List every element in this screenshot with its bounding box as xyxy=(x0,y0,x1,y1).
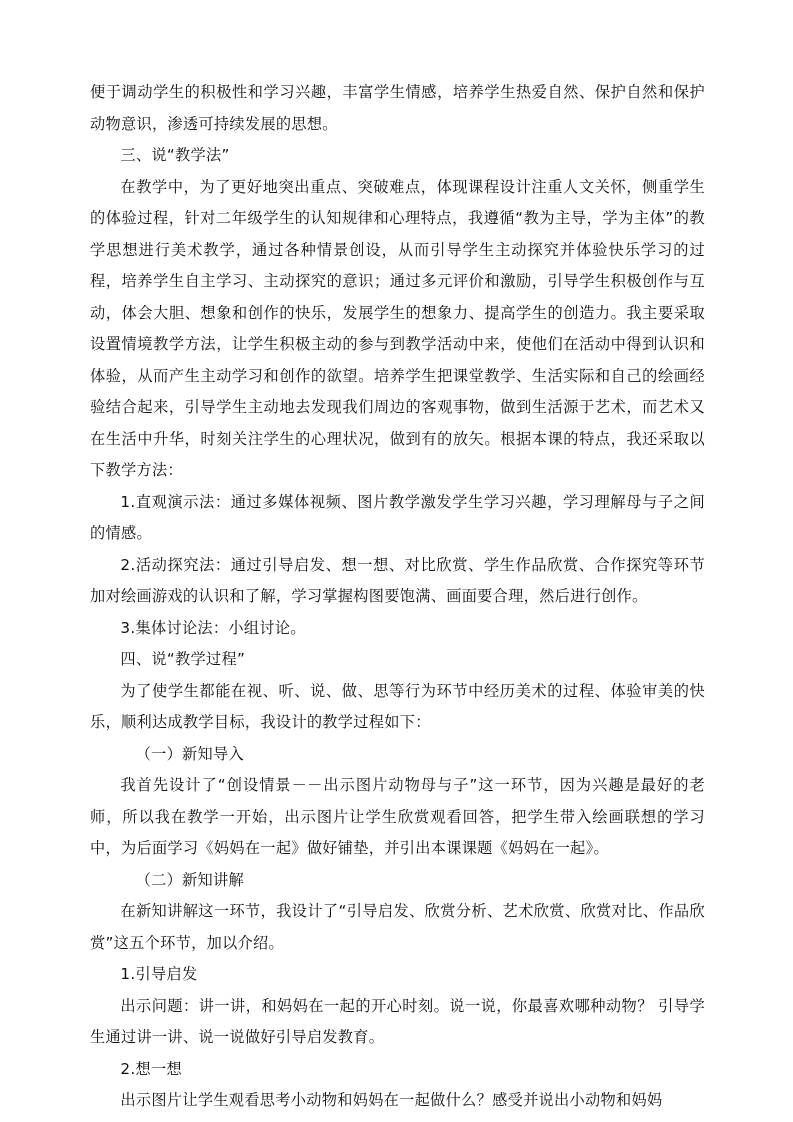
paragraph-new-knowledge-intro: 我首先设计了“创设情景－－出示图片动物母与子”这一环节，因为兴趣是最好的老师，所以我在教学一开始，出示图片让学生欣赏观看回答，把学生带入绘画联想的学习中，为后面学习《妈妈在一起》做好铺垫，并引出本课课题《妈妈在一起》。 xyxy=(90,776,705,857)
document-body xyxy=(90,77,705,1117)
list-item-method-3: 3.集体讨论法：小组讨论。 xyxy=(120,618,306,637)
section-heading-teaching-process: 四、说“教学过程” xyxy=(120,650,246,668)
paragraph-continuation: 便于调动学生的积极性和学习兴趣，丰富学生情感，培养学生热爱自然、保护自然和保护动物意识，渗透可持续发展的思想。 xyxy=(90,83,705,133)
paragraph-guidance: 出示问题：讲一讲，和妈妈在一起的开心时刻。说一说，你最喜欢哪种动物？ 引导学生通过讲一讲、说一说做好引导启发教育。 xyxy=(90,996,705,1046)
subheading-new-knowledge-intro: （一）新知导入 xyxy=(135,744,245,763)
paragraph-teaching-methods: 在教学中，为了更好地突出重点、突破难点，体现课程设计注重人文关怀，侧重学生的体验过程，针对二年级学生的认知规律和心理特点，我遵循“教为主导，学为主体”的教学思想进行美术教学，通过各种情景创设，从而引导学生主动探究并体验快乐学习的过程，培养学生自主学习、主动探究的意识；通过多元评价和激励，引导学生积极创作与互动，体会大胆、想象和创作的快乐，发展学生的想象力、提高学生的创造力。我主要采取设置情境教学方法，让学生积极主动的参与到教学活动中来，使他们在活动中得到认识和体验，从而产生主动学习和创作的欲望。培养学生把课堂教学、生活实际和自己的绘画经验结合起来，引导学生主动地去发现我们周边的客观事物，做到生活源于艺术，而艺术又在生活中升华，时刻关注学生的心理状况，做到有的放矢。根据本课的特点，我还采取以下教学方法： xyxy=(90,177,705,479)
section-heading-teaching-methods: 三、说“教学法” xyxy=(120,146,230,164)
list-item-method-2: 2.活动探究法：通过引导启发、想一想、对比欣赏、学生作品欣赏、合作探究等环节加对绘画游戏的认识和了解，学习掌握构图要饱满、画面要合理，然后进行创作。 xyxy=(90,555,705,605)
list-heading-guidance: 1.引导启发 xyxy=(120,965,198,983)
paragraph-teaching-process: 为了使学生都能在视、听、说、做、思等行为环节中经历美术的过程、体验审美的快乐，顺利达成教学目标，我设计的教学过程如下： xyxy=(90,681,705,731)
paragraph-think: 出示图片让学生观看思考小动物和妈妈在一起做什么？感受并说出小动物和妈妈 xyxy=(120,1091,663,1109)
list-item-method-1: 1.直观演示法：通过多媒体视频、图片教学激发学生学习兴趣，学习理解母与子之间的情感。 xyxy=(90,492,705,542)
subheading-new-knowledge-explanation: （二）新知讲解 xyxy=(135,870,245,889)
list-heading-think: 2.想一想 xyxy=(120,1059,182,1078)
paragraph-new-knowledge-explanation: 在新知讲解这一环节，我设计了“引导启发、欣赏分析、艺术欣赏、欣赏对比、作品欣赏”这五个环节，加以介绍。 xyxy=(90,902,705,952)
